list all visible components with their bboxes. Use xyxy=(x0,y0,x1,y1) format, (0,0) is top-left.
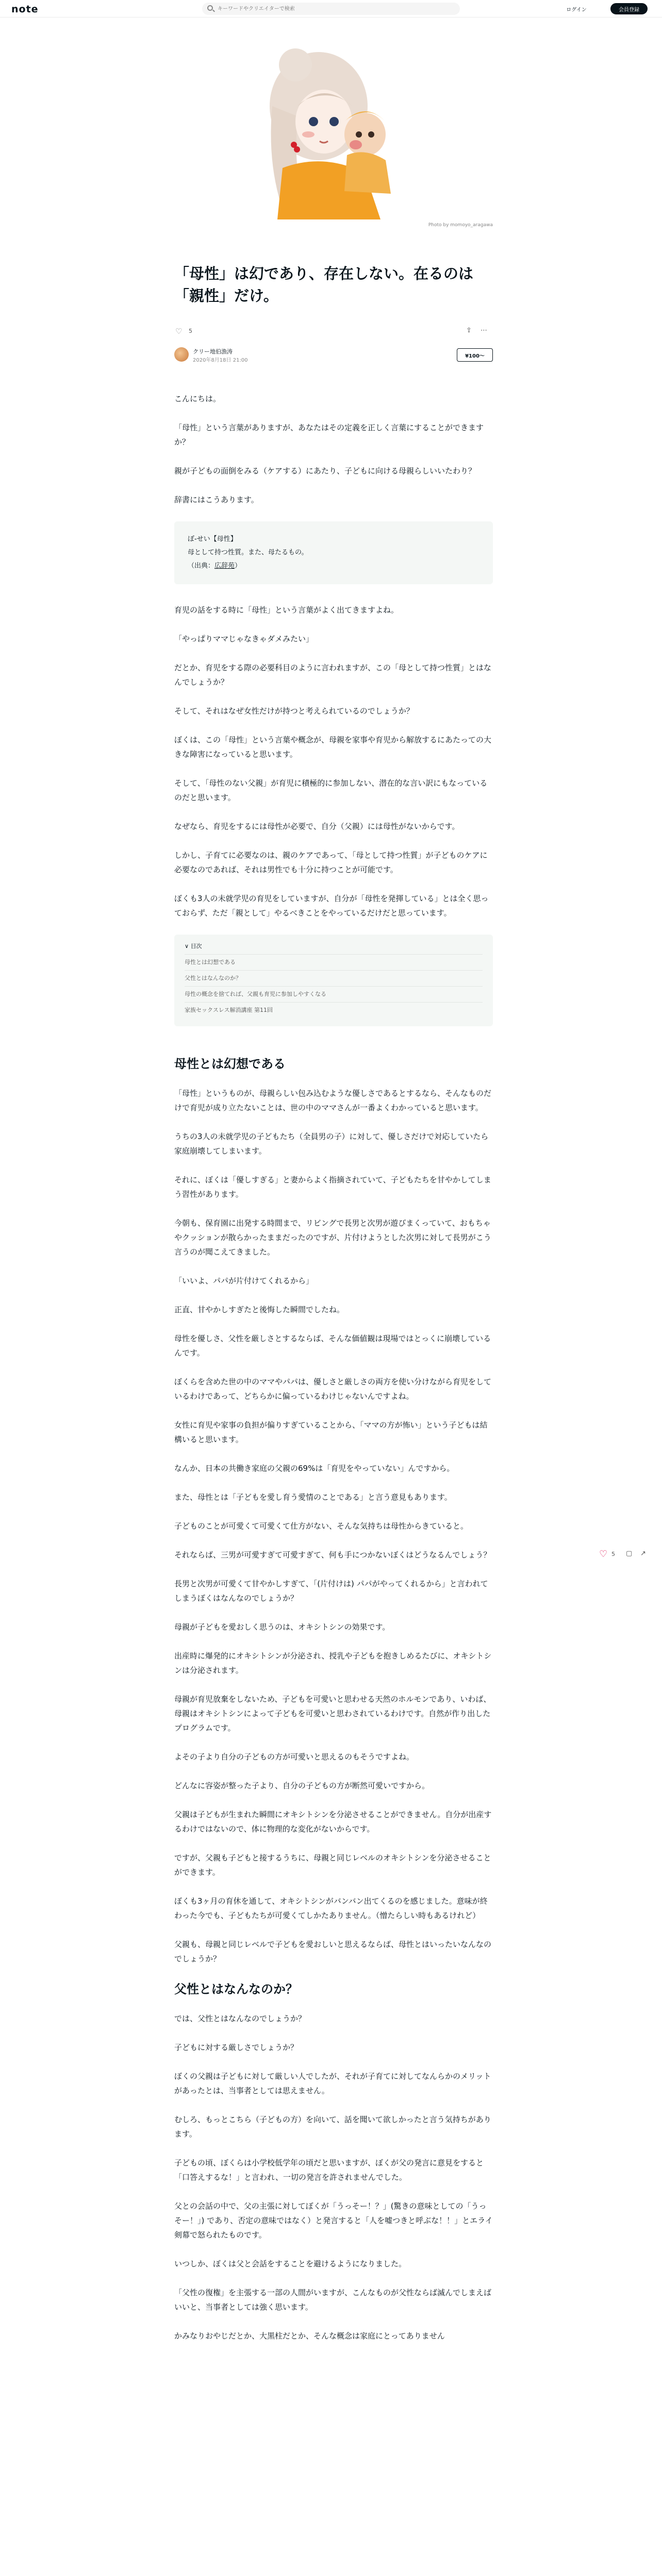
paragraph: 長男と次男が可愛くて甘やかしすぎて、「(片付けは) パパがやってくれるから」と言われてしまうぼくはなんなのでしょうか？ xyxy=(174,1579,488,1603)
paragraph: 育児の話をする時に「母性」という言葉がよく出てきますよね。 xyxy=(174,605,399,615)
photo-credit[interactable]: Photo by momoyo_aragawa xyxy=(428,223,493,228)
paragraph: そして、「母性のない父親」が育児に積極的に参加しない、潜在的な言い訳にもなっているのだと思います。 xyxy=(174,778,488,802)
paragraph: なんか、日本の共働き家庭の父親の69%は「育児をやっていない」んですから。 xyxy=(174,1464,455,1473)
toc-item[interactable]: 家族セックスレス解消講座 第11回 xyxy=(185,1002,483,1018)
section-heading: 父性とはなんなのか？ xyxy=(174,1982,298,1996)
note-logo[interactable]: note xyxy=(11,4,39,15)
share-arrow-icon[interactable]: ↗ xyxy=(640,1550,646,1557)
paragraph: 父親も、母親と同じレベルで子どもを愛おしいと思えるならば、母性とはいったいなんなのでしょうか？ xyxy=(174,1940,492,1963)
paragraph: いつしか、ぼくは父と会話をすることを避けるようになりました。 xyxy=(174,2259,407,2268)
paragraph: ぼくも3ヶ月の育休を通して、オキシトシンがバンバン出てくるのを感じました。意味が終わった今でも、子どもたちが可愛くてしかたありません。（憎たらしい時もあるけれど） xyxy=(174,1896,488,1920)
quote-definition: 母として持つ性質。また、母たるもの。 xyxy=(188,549,308,556)
paragraph: 「母性」という言葉がありますが、あなたはその定義を正しく言葉にすることができますか？ xyxy=(174,423,484,447)
paragraph: 正直、甘やかしすぎたと後悔した瞬間でしたね。 xyxy=(174,1305,345,1314)
paragraph: そして、それはなぜ女性だけが持つと考えられているのでしょうか？ xyxy=(174,706,414,716)
paragraph: 子どもに対する厳しさでしょうか？ xyxy=(174,2043,299,2052)
paragraph: 母親が子どもを愛おしく思うのは、オキシトシンの効果です。 xyxy=(174,1622,390,1632)
article-meta xyxy=(174,325,493,342)
article-title: 「母性」は幻であり、存在しない。在るのは「親性」だけ。 xyxy=(174,265,474,304)
author-name[interactable]: クリー地伯漁涛 xyxy=(193,348,233,355)
paragraph: 母性を優しさ、父性を厳しさとするならば、そんな価値観は現場ではとっくに崩壊しているんです。 xyxy=(174,1334,491,1358)
paragraph: 子どもの頃、ぼくらは小学校低学年の頃だと思いますが、ぼくが父の発言に意見をすると「口答えするな！」と言われ、一切の発言を許されませんでした。 xyxy=(174,2158,484,2182)
paragraph: 「やっぱりママじゃなきゃダメみたい」 xyxy=(174,634,314,643)
more-icon[interactable]: ⋯ xyxy=(481,327,487,334)
section-heading: 母性とは幻想である xyxy=(174,1057,286,1071)
toc-header[interactable]: ∨ 目次 xyxy=(185,943,202,950)
paragraph: 辞書にはこうあります。 xyxy=(174,495,259,504)
paragraph: むしろ、もっとこちら（子どもの方）を向いて、話を聞いて欲しかったと言う気持ちがあります。 xyxy=(174,2115,491,2139)
paragraph: しかし、子育てに必要なのは、親のケアであって、「母として持つ性質」が子どものケアに必要なのであれば、それは男性でも十分に持つことが可能です。 xyxy=(174,851,488,874)
paragraph: なぜなら、育児をするには母性が必要で、自分（父親）には母性がないからです。 xyxy=(174,822,460,831)
quote-source: （出典：広辞苑） xyxy=(188,562,242,570)
search-input[interactable] xyxy=(218,4,455,14)
paragraph: だとか、育児をする際の必要科目のように言われますが、この「母として持つ性質」とはなんでしょうか？ xyxy=(174,663,492,687)
table-of-contents xyxy=(174,935,493,1026)
hero-illustration xyxy=(236,44,432,219)
paragraph: それならば、三男が可愛すぎて可愛すぎて、何も手につかないぼくはどうなるんでしょう？ xyxy=(174,1550,491,1560)
like-count[interactable]: 5 xyxy=(189,328,192,334)
article xyxy=(174,263,493,2358)
author-info xyxy=(174,345,493,371)
paragraph: 母親が育児放棄をしないため、子どもを可愛いと思わせる天然のホルモンであり、いわば、母親はオキシトシンによって子どもを可愛いと思わされているわけです。自然が作り出したプログラムです。 xyxy=(174,1694,491,1733)
hero-image xyxy=(174,44,493,228)
paragraph: 親が子どもの面倒をみる（ケアする）にあたり、子どもに向ける母親らしいいたわり？ xyxy=(174,466,476,476)
paragraph: 「父性の復権」を主張する一部の人間がいますが、こんなものが父性ならば滅んでしまえばいいと、当事者としては強く思います。 xyxy=(174,2288,492,2312)
floating-actions xyxy=(599,1548,656,1563)
paragraph: 父親は子どもが生まれた瞬間にオキシトシンを分泌させることができません。自分が出産するわけではないので、体に物理的な変化がないからです。 xyxy=(174,1810,492,1834)
comment-icon[interactable]: ▢ xyxy=(626,1550,633,1557)
paragraph: ですが、父親も子どもと接するうちに、母親と同じレベルのオキシトシンを分泌させることができます。 xyxy=(174,1853,491,1877)
share-icon[interactable]: ⇪ xyxy=(466,327,472,334)
paragraph: 女性に育児や家事の負担が偏りすぎていることから、「ママの方が怖い」という子どもは結構いると思います。 xyxy=(174,1420,488,1444)
paragraph: また、母性とは「子どもを愛し育う愛情のことである」と言う意見もあります。 xyxy=(174,1493,452,1502)
article-body xyxy=(174,392,493,2343)
paragraph: 「母性」というものが、母親らしい包み込むような優しさであるとするなら、そんなものだけで育児が成り立たないことは、世の中のママさんが一番よくわかっていると思います。 xyxy=(174,1089,492,1112)
paragraph: ぼくも3人の未就学児の育児をしていますが、自分が「母性を発揮している」とは全く思っておらず、ただ「親として」やるべきことをやっているだけだと思っています。 xyxy=(174,894,489,918)
paragraph: それに、ぼくは「優しすぎる」と妻からよく指摘されていて、子どもたちを甘やかしてしまう習性があります。 xyxy=(174,1175,491,1199)
paragraph: どんなに容姿が整った子より、自分の子どもの方が断然可愛いですから。 xyxy=(174,1781,430,1790)
post-date: 2020年8月18日 21:00 xyxy=(193,358,248,363)
toc-item[interactable]: 父性とはなんなのか？ xyxy=(185,970,483,986)
paragraph: 「いいよ、パパが片付けてくれるから」 xyxy=(174,1276,314,1285)
paragraph: ぼくらを含めた世の中のママやパパは、優しさと厳しさの両方を使い分けながら育児をしているわけであって、どちらかに偏っているわけじゃないんですよね。 xyxy=(174,1377,492,1401)
search-bar[interactable] xyxy=(202,3,460,15)
signup-button[interactable]: 会員登録 xyxy=(610,3,648,14)
paragraph: よその子より自分の子どもの方が可愛いと思えるのもそうですよね。 xyxy=(174,1752,415,1761)
paragraph: ぼくは、この「母性」という言葉や概念が、母親を家事や育児から解放するにあたっての大きな障害になっていると思います。 xyxy=(174,735,492,759)
toc-item[interactable]: 母性の概念を捨てれば、父親も育児に参加しやすくなる xyxy=(185,986,483,1002)
paragraph: こんにちは。 xyxy=(174,394,221,403)
search-icon xyxy=(207,5,213,11)
paragraph: ぼくの父親は子どもに対して厳しい人でしたが、それが子育てに対してなんらかのメリットがあったとは、当事者としては思えません。 xyxy=(174,2072,491,2095)
dictionary-quote xyxy=(174,521,493,584)
quote-term: ぼ-せい【母性】 xyxy=(188,535,237,543)
toc-item[interactable]: 母性とは幻想である xyxy=(185,954,483,970)
paragraph: 父との会話の中で、父の主張に対してぼくが「うっそー！？」(驚きの意味としての「うっそー！」) であり、否定の意味ではなく）と発言すると「人を嘘つきと呼ぶな！！」とエライ剣幕で怒られたものです。 xyxy=(174,2201,493,2240)
heart-icon[interactable]: ♡ xyxy=(175,327,183,336)
floating-like-count: 5 xyxy=(611,1551,615,1557)
price-button[interactable]: ¥100〜 xyxy=(457,348,493,362)
avatar[interactable] xyxy=(174,347,189,362)
login-button[interactable]: ログイン xyxy=(561,3,592,14)
site-header xyxy=(0,0,662,18)
paragraph: 出産時に爆発的にオキシトシンが分泌され、授乳や子どもを抱きしめるたびに、オキシトシンは分泌されます。 xyxy=(174,1651,492,1675)
paragraph: 今朝も、保育園に出発する時間まで、リビングで長男と次男が遊びまくっていて、おもちゃやクッションが散らかったままだったのですが、片付けようとした次男に対して長男がこう言うのが聞こえてきました。 xyxy=(174,1218,491,1257)
source-link[interactable]: 広辞苑 xyxy=(214,562,235,570)
paragraph: 子どものことが可愛くて可愛くて仕方がない、そんな気持ちは母性からきていると。 xyxy=(174,1521,469,1531)
paragraph: うちの3人の未就学児の子どもたち（全員男の子）に対して、優しさだけで対応していたら家庭崩壊してしまいます。 xyxy=(174,1132,489,1156)
paragraph: かみなりおやじだとか、大黒柱だとか、そんな概念は家庭にとってありません xyxy=(174,2331,445,2341)
paragraph: では、父性とはなんなのでしょうか？ xyxy=(174,2014,306,2023)
like-heart-icon[interactable]: ♡ xyxy=(599,1549,608,1560)
